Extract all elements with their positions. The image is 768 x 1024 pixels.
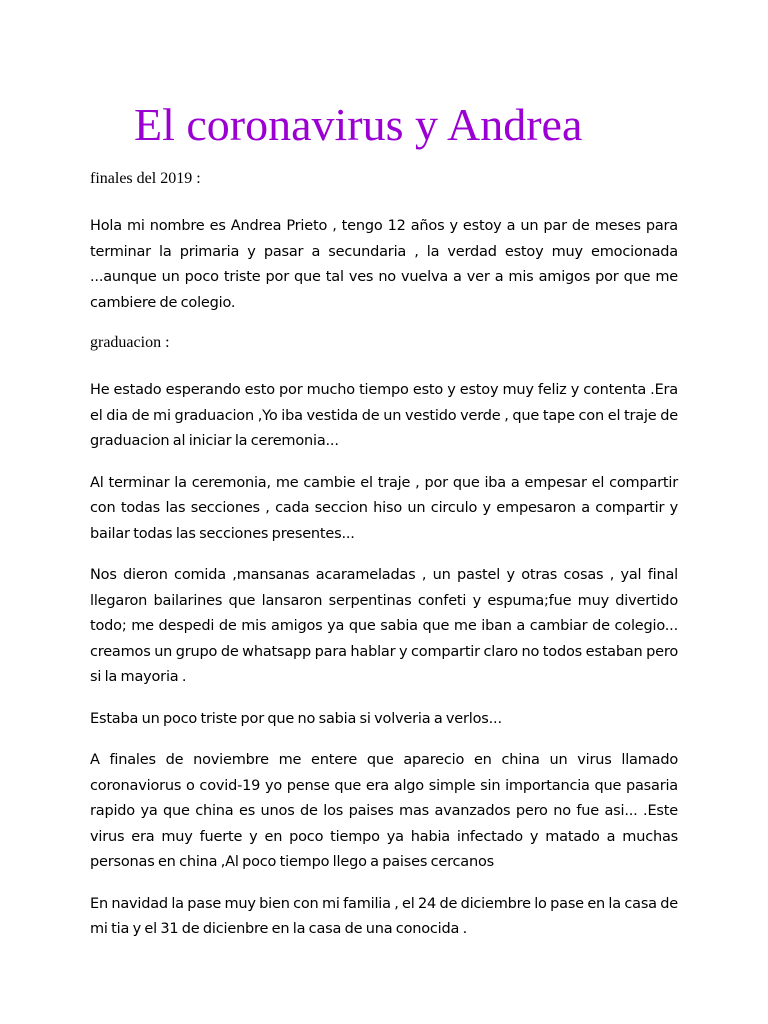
paragraph: A finales de noviembre me entere que aparecio en china un virus llamado coronaviorus o covid-19 yo pense que era algo simple sin importancia que pasaria rapido ya que china es unos de los paises mas avanzados pero no fue asi... .Este virus era muy fuerte y en poco tiempo ya habia infectado y matado a muchas personas en china ,Al poco tiempo llego a paises cercanos	[90, 752, 678, 870]
paragraph: En navidad la pase muy bien con mi familia , el 24 de diciembre lo pase en la casa de mi tia y el 31 de dicienbre en la casa de una conocida .	[90, 895, 678, 937]
paragraph: Estaba un poco triste por que no sabia si volveria a verlos...	[90, 710, 502, 727]
document-body	[90, 168, 678, 959]
section-heading: graduacion :	[90, 334, 170, 351]
paragraph: Hola mi nombre es Andrea Prieto , tengo 12 años y estoy a un par de meses para terminar la primaria y pasar a secundaria , la verdad estoy muy emocionada ...aunque un poco triste por que tal ves no vuelva a ver a mis amigos por que me cambiere de colegio.	[90, 218, 678, 311]
paragraph: He estado esperando esto por mucho tiempo esto y estoy muy feliz y contenta .Era el dia de mi graduacion ,Yo iba vestida de un vestido verde , que tape con el traje de graduacion al iniciar la ceremonia...	[90, 382, 678, 449]
paragraph: Nos dieron comida ,mansanas acarameladas , un pastel y otras cosas , yal final llegaron bailarines que lansaron serpentinas confeti y espuma;fue muy divertido todo; me despedi de mis amigos ya que sabia que me iban a cambiar de colegio... creamos un grupo de whatsapp para hablar y compartir claro no todos estaban pero si la mayoria .	[90, 567, 678, 685]
document-title: El coronavirus y Andrea	[134, 99, 583, 150]
section-heading: finales del 2019 :	[90, 170, 201, 187]
paragraph: Al terminar la ceremonia, me cambie el traje , por que iba a empesar el compartir con todas las secciones , cada seccion hiso un circulo y empesaron a compartir y bailar todas las secciones presentes...	[90, 474, 678, 542]
